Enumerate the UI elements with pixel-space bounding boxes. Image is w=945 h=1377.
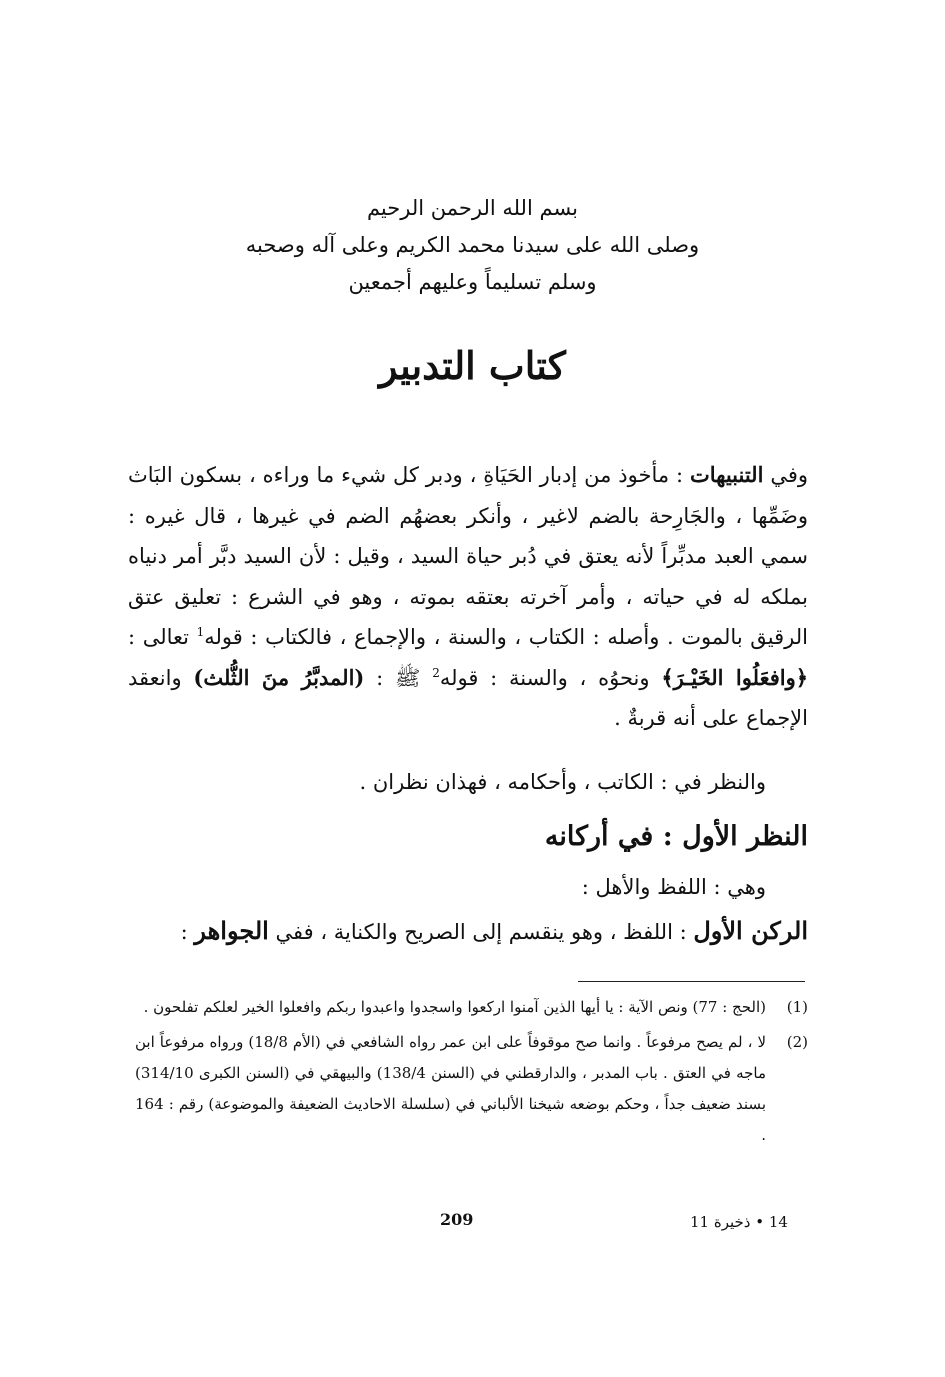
p1-part-c: : مأخوذ من إدبار الحَيَاةِ ، ودبر كل شيء ما وراءه ، بسكون البَاث وضَمِّها ، والجَارِحة بالضم لاغير ، وأنكر بعضهُم الضم في غيرها ، قال غيره : سمي العبد مدبِّراً لأنه يعتق في دُبر حياة السيد ، وقيل : لأن السيد دبَّر أمر دنياه بملكه له في حياته ، وأمر آخرته بعتقه بموته ، وهو في الشرع : تعليق عتق الرقيق بالموت . وأصله : الكتاب ، والسنة ، والإجماع ، فالكتاب : قوله (128, 463, 808, 649)
p1-part-d: تعالى : (128, 625, 197, 649)
footnote-divider (578, 981, 805, 982)
hadith-quote: (المدبَّرُ منَ الثُّلث) (193, 664, 365, 690)
source-tanbihat: التنبيهات (689, 462, 764, 487)
footnote-number: (2) (786, 1033, 808, 1051)
basmala-line-1: بسم الله الرحمن الرحيم (366, 196, 579, 220)
basmala-line-3: وسلم تسليماً وعليهم أجمعين (348, 270, 597, 294)
footnotes (135, 992, 808, 1151)
footnote-item (135, 1027, 808, 1151)
section-heading: النظر الأول : في أركانه (544, 821, 808, 852)
p1-part-g: وانعقد الإجماع على أنه قربةٌ . (128, 665, 808, 730)
page-number: 209 (440, 1210, 474, 1229)
second-paragraph: والنظر في : الكاتب ، وأحكامه ، فهذان نظران . (359, 770, 766, 794)
printer-signature: 14 • ذخيرة 11 (690, 1213, 788, 1231)
footnote-text: لا ، لم يصح مرفوعاً . وانما صح موقوفاً على ابن عمر رواه الشافعي في (الأم 18/8) ورواه مرفوعاً ابن ماجه في العتق . باب المدبر ، والدارقطني في (السنن 138/4) والبيهقي في (السنن الكبرى 314/10) بسند ضعيف جداً ، وحكم بوضعه شيخنا الألباني في (سلسلة الاحاديث الضعيفة والموضوعة) رقم : 164 . (135, 1033, 766, 1144)
source-jawahir: الجواهر (194, 916, 269, 945)
footnote-item (135, 992, 808, 1023)
first-pillar-line (128, 910, 808, 953)
footnote-text: (الحج : 77) ونص الآية : يا أيها الذين آمنوا اركعوا واسجدوا واعبدوا ربكم وافعلوا الخير لعلكم تفلحون . (143, 998, 766, 1016)
footnote-number: (1) (786, 998, 808, 1016)
first-pillar-label: الركن الأول (693, 916, 808, 945)
basmala-line-2: وصلى الله على سيدنا محمد الكريم وعلى آله وصحبه (245, 233, 700, 257)
footnote-ref-2: 2 (432, 665, 440, 680)
book-title: كتاب التدبير (379, 343, 566, 388)
footnote-ref-1: 1 (196, 625, 205, 639)
p1-part-e: ونحوُه ، والسنة : قوله (439, 665, 662, 690)
first-pillar-end: : (180, 920, 195, 944)
main-paragraph (128, 455, 808, 739)
quran-verse: ﴿وافعَلُوا الخَيْـرَ﴾ (661, 664, 809, 690)
p1-part-f: ﷺ : (364, 665, 433, 690)
basmala-block (0, 190, 945, 301)
first-pillar-text: : اللفظ ، وهو ينقسم إلى الصريح والكناية ، ففي (268, 920, 694, 944)
p1-part-a: وفي (763, 463, 809, 487)
pillars-line: وهي : اللفظ والأهل : (581, 875, 766, 899)
